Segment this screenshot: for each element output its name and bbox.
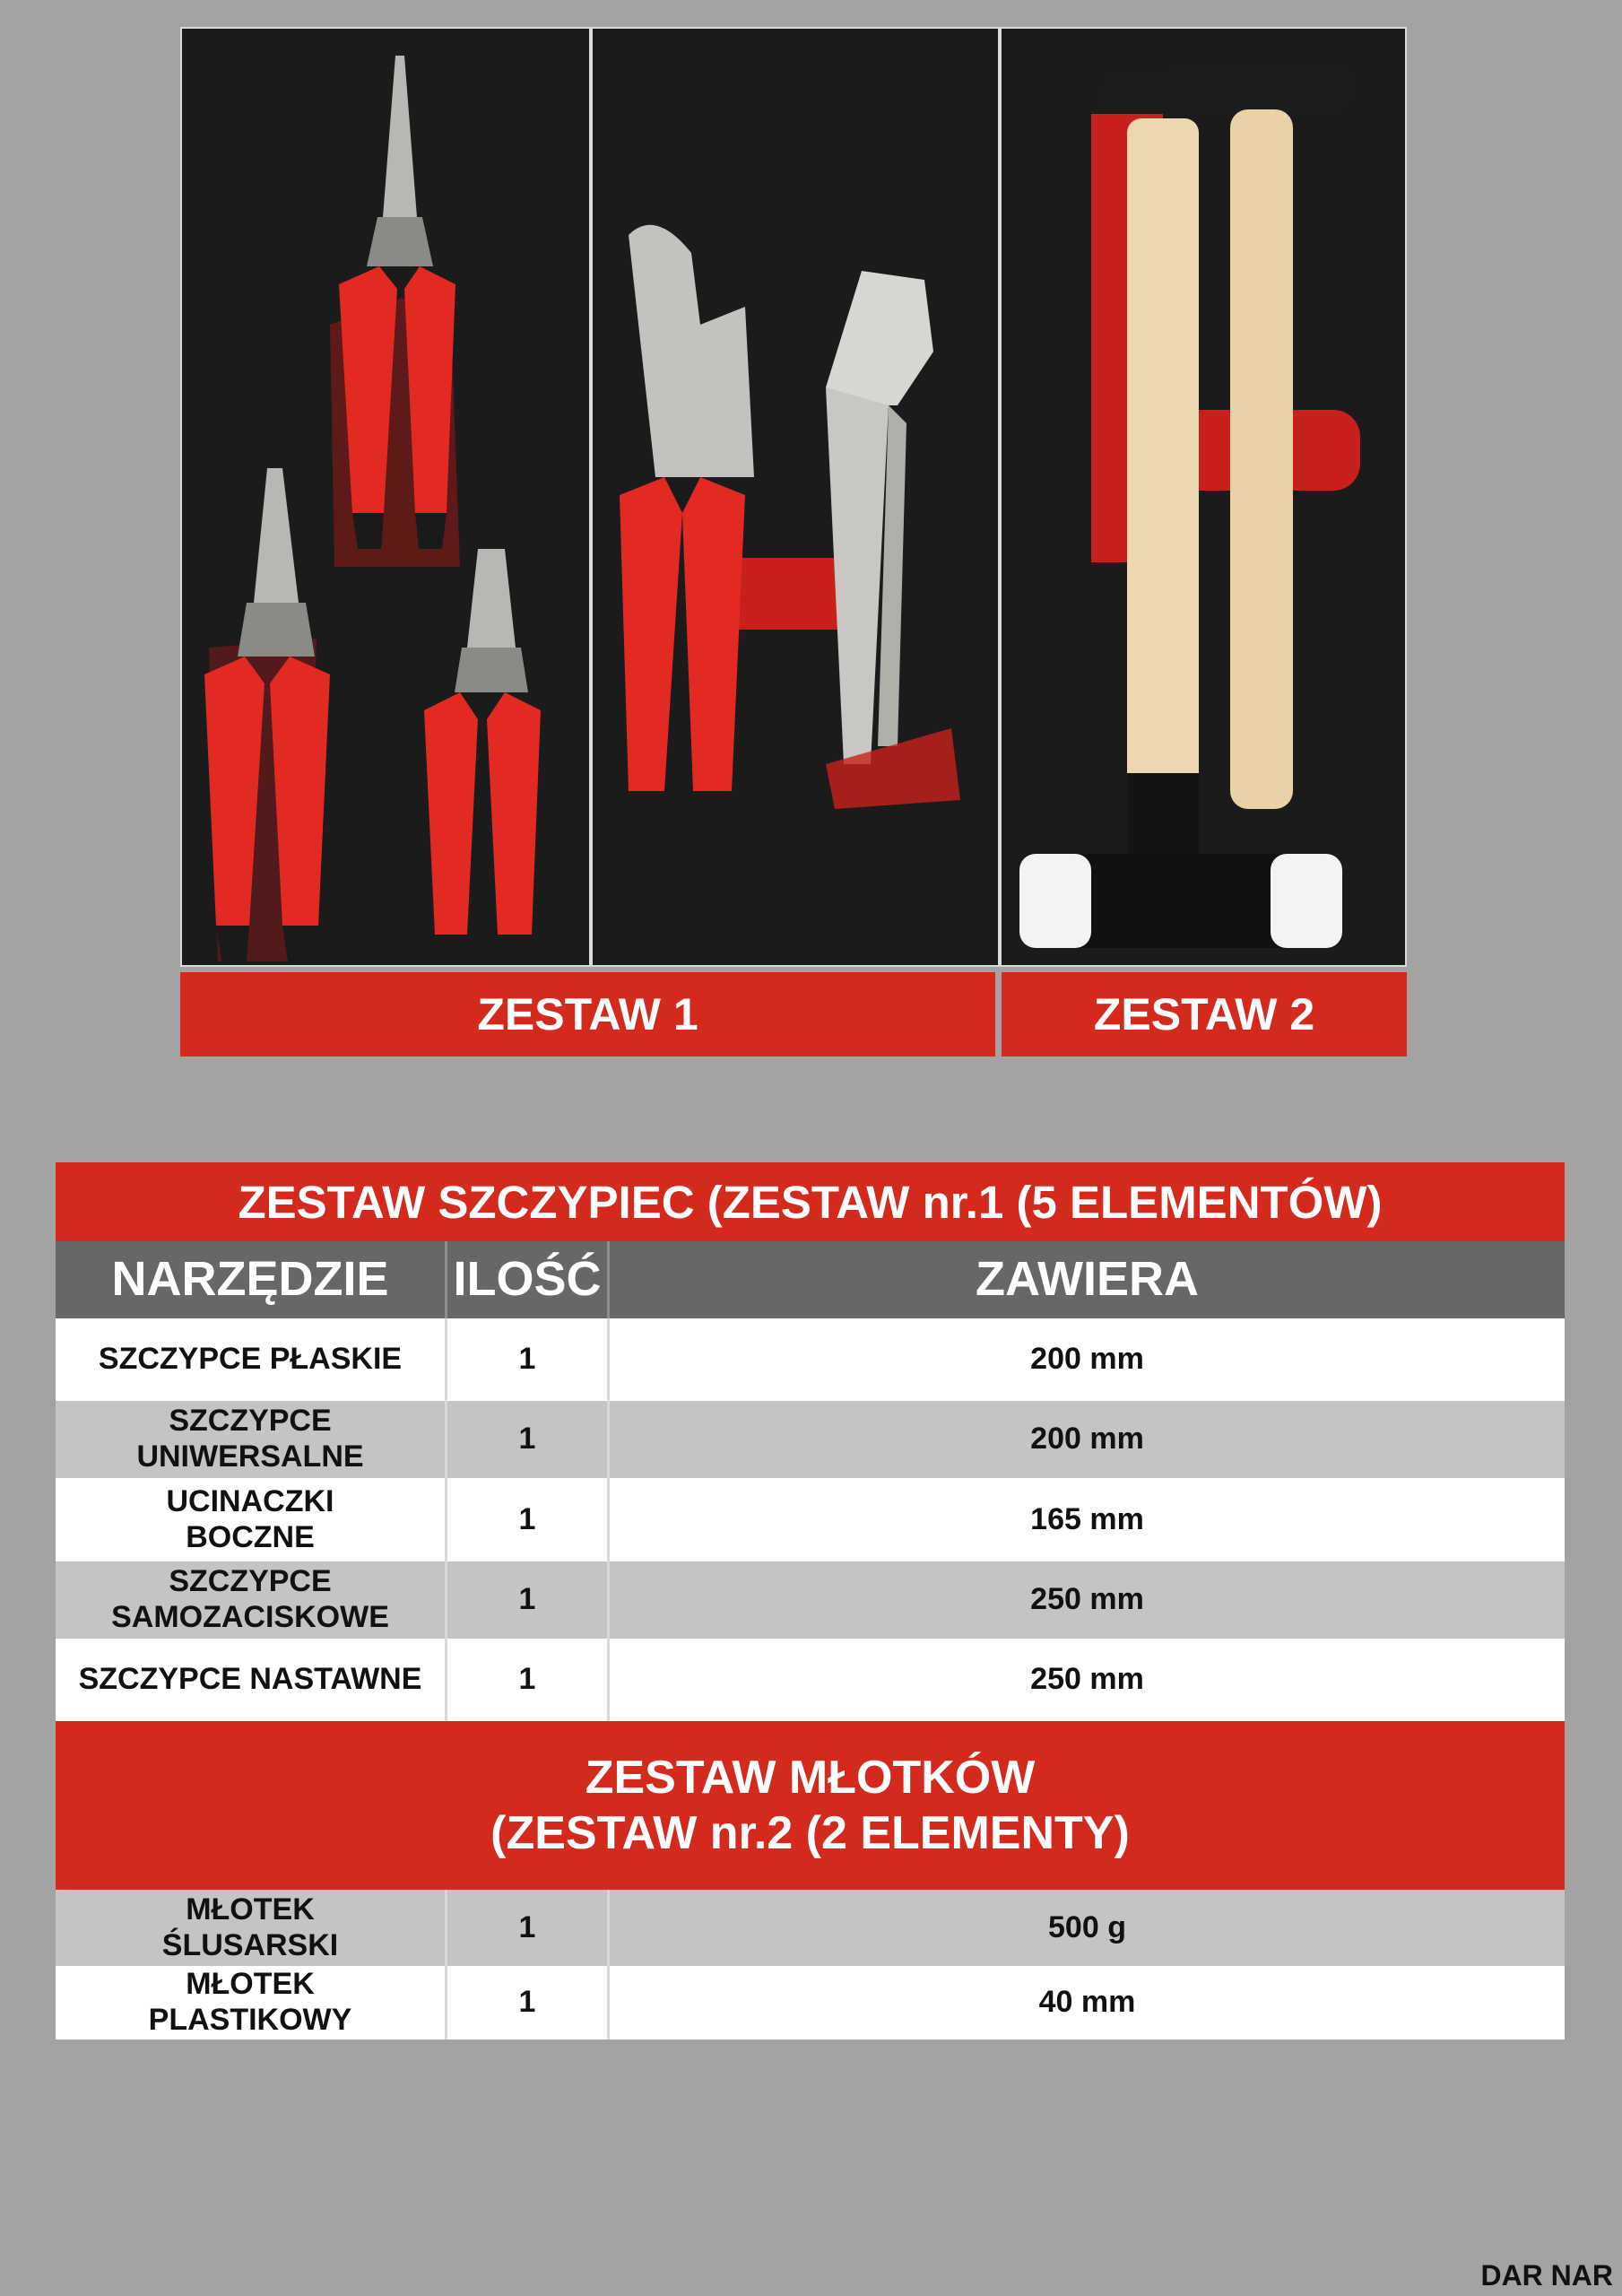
adjustable-pliers-illustration — [593, 29, 1000, 967]
table-row — [56, 1318, 1565, 1401]
set-1-label: ZESTAW 1 — [180, 972, 995, 1057]
tool-name-line: UNIWERSALNE — [136, 1439, 364, 1474]
pliers-set-title: ZESTAW SZCZYPIEC (ZESTAW nr.1 (5 ELEMENTÓW) — [56, 1162, 1565, 1241]
adjustable-pliers-icon — [620, 225, 754, 809]
hammer-set-title-line: (ZESTAW nr.2 (2 ELEMENTY) — [490, 1807, 1130, 1859]
tool-name-line: PLASTIKOWY — [148, 2003, 352, 2037]
tool-set-table — [56, 1162, 1565, 2039]
tool-name — [56, 1890, 447, 1966]
tool-name-line: MŁOTEK — [186, 1892, 315, 1926]
tool-size: 200 mm — [1030, 1342, 1144, 1377]
photo-hammers-panel — [1000, 27, 1407, 967]
brand-footer: DAR NAR — [1480, 2259, 1613, 2292]
tool-name-line: MŁOTEK — [186, 1967, 315, 2002]
tool-size: 250 mm — [1030, 1662, 1144, 1697]
hammer-set-title — [56, 1721, 1565, 1890]
tool-size: 165 mm — [1030, 1501, 1144, 1536]
product-photos — [180, 27, 1407, 967]
header-quantity: ILOŚĆ — [447, 1241, 610, 1318]
tool-name — [56, 1561, 447, 1639]
tool-name-line: SZCZYPCE — [169, 1404, 332, 1439]
table-row — [56, 1966, 1565, 2039]
side-cutters-icon — [424, 549, 541, 967]
tool-name — [56, 1478, 447, 1561]
set-2-label: ZESTAW 2 — [1002, 972, 1407, 1057]
tool-size: 200 mm — [1030, 1422, 1144, 1457]
tool-quantity: 1 — [447, 1639, 610, 1721]
table-header-row — [56, 1241, 1565, 1318]
table-row — [56, 1478, 1565, 1561]
header-contains: ZAWIERA — [976, 1252, 1199, 1307]
tool-quantity: 1 — [447, 1478, 610, 1561]
table-row — [56, 1890, 1565, 1966]
tool-quantity: 1 — [447, 1318, 610, 1401]
hammers-illustration — [1002, 29, 1407, 967]
hammer-set-title-line: ZESTAW MŁOTKÓW — [585, 1751, 1036, 1804]
pliers-set-illustration — [182, 29, 591, 967]
header-tool: NARZĘDZIE — [56, 1241, 447, 1318]
tool-name-line: BOCZNE — [186, 1519, 315, 1554]
plastic-mallet-icon — [1019, 118, 1342, 948]
tool-quantity: 1 — [447, 1890, 610, 1966]
photo-pliers-set-panel — [180, 27, 591, 967]
tool-name: SZCZYPCE NASTAWNE — [56, 1639, 447, 1721]
tool-quantity: 1 — [447, 1561, 610, 1639]
table-row — [56, 1639, 1565, 1721]
photo-adjustable-pliers-panel — [591, 27, 1000, 967]
tool-name-line: UCINACZKI — [166, 1483, 334, 1518]
tool-name-line: SAMOZACISKOWE — [111, 1600, 389, 1634]
tool-name — [56, 1401, 447, 1478]
table-row — [56, 1561, 1565, 1639]
tool-size: 500 g — [1048, 1909, 1126, 1944]
locking-pliers-icon — [826, 271, 960, 809]
tool-size: 40 mm — [1038, 1985, 1136, 2020]
tool-quantity: 1 — [447, 1966, 610, 2039]
tool-name: SZCZYPCE PŁASKIE — [56, 1318, 447, 1401]
tool-name-line: SZCZYPCE — [169, 1564, 332, 1599]
tool-name — [56, 1966, 447, 2039]
tool-name-line: ŚLUSARSKI — [161, 1927, 339, 1962]
tool-quantity: 1 — [447, 1401, 610, 1478]
tool-size: 250 mm — [1030, 1582, 1144, 1617]
table-row — [56, 1401, 1565, 1478]
